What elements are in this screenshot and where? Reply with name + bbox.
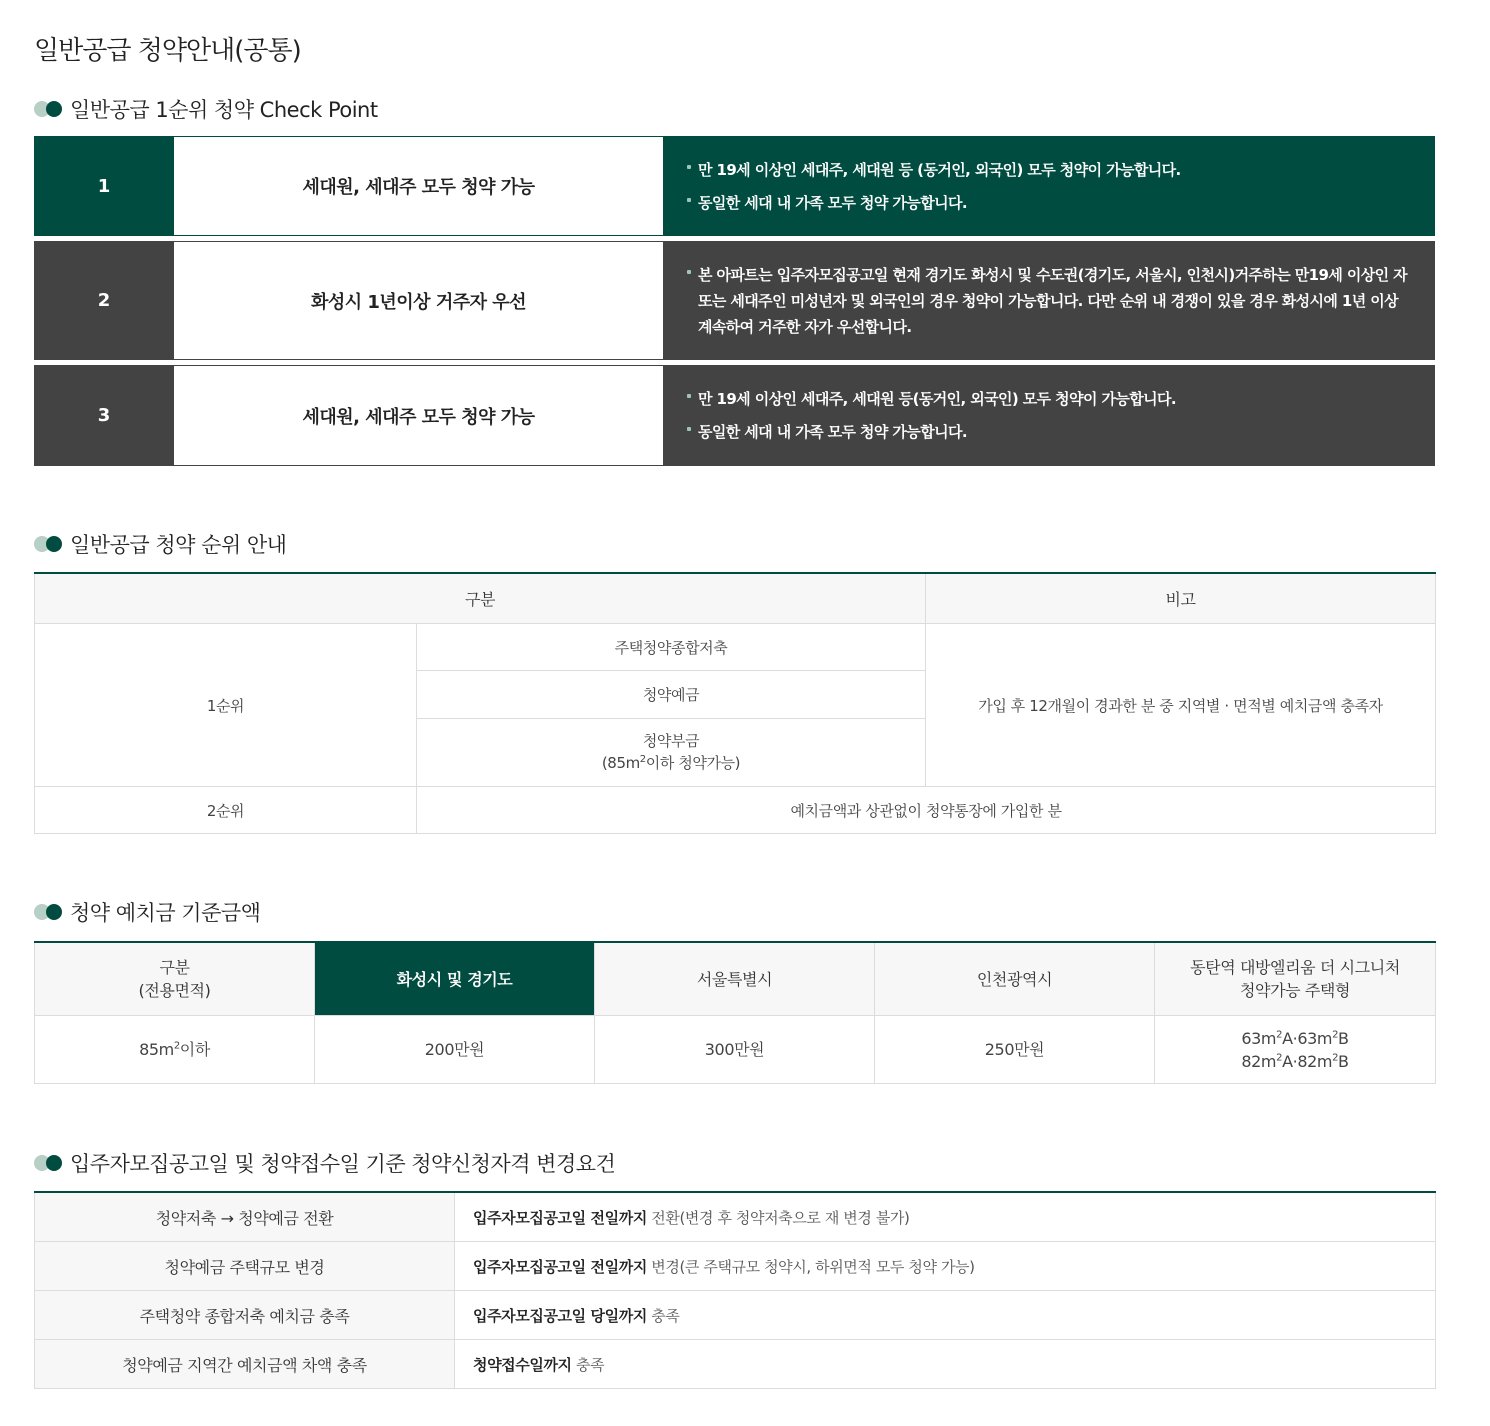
change-label: 청약예금 지역간 예치금액 차액 충족 — [35, 1340, 455, 1389]
change-value: 청약접수일까지 충족 — [455, 1340, 1436, 1389]
checkpoint-row-2 — [34, 241, 1435, 360]
bullet-dots-icon — [34, 904, 64, 920]
checkpoint-title: 화성시 1년이상 거주자 우선 — [174, 241, 663, 360]
change-value: 입주자모집공고일 전일까지 변경(큰 주택규모 청약시, 하위면적 모두 청약 가능) — [455, 1242, 1436, 1291]
section-title-change — [34, 1148, 615, 1178]
rank2-note: 예치금액과 상관없이 청약통장에 가입한 분 — [417, 787, 1436, 834]
table-row — [35, 1242, 1436, 1291]
deposit-value: 300만원 — [595, 1016, 875, 1084]
section-title-text: 입주자모집공고일 및 청약접수일 기준 청약신청자격 변경요건 — [70, 1152, 616, 1176]
page-title: 일반공급 청약안내(공통) — [34, 36, 301, 66]
table-row — [35, 1192, 1436, 1242]
checkpoint-text: 동일한 세대 내 가족 모두 청약 가능합니다. — [698, 423, 967, 441]
rank-table — [34, 572, 1436, 834]
rank1-item: 청약예금 — [417, 671, 926, 718]
change-value: 입주자모집공고일 당일까지 충족 — [455, 1291, 1436, 1340]
table-header-note: 비고 — [926, 573, 1436, 624]
checkpoint-number: 3 — [34, 365, 174, 466]
section-title-text: 청약 예치금 기준금액 — [70, 901, 261, 925]
checkpoint-text: 동일한 세대 내 가족 모두 청약 가능합니다. — [698, 193, 967, 212]
rank1-label: 1순위 — [35, 624, 417, 787]
section-title-text: 일반공급 1순위 청약 Check Point — [70, 98, 378, 122]
deposit-area: $85m^2$이하 — [35, 1016, 315, 1084]
deposit-value: 200만원 — [315, 1016, 595, 1084]
checkpoint-description — [663, 136, 1435, 236]
checkpoint-text: 만 19세 이상인 세대주, 세대원 등(동거인, 외국인) 모두 청약이 가능합니다. — [698, 390, 1177, 408]
change-table — [34, 1191, 1436, 1389]
checkpoint-title: 세대원, 세대주 모두 청약 가능 — [174, 136, 663, 236]
table-header-types: 동탄역 대방엘리움 더 시그니처 청약가능 주택형 — [1155, 942, 1436, 1016]
checkpoint-text: 또는 세대주인 미성년자 및 외국인의 경우 청약이 가능합니다. 다만 순위 내 경쟁이 있을 경우 화성시에 1년 이상 — [698, 291, 1399, 310]
deposit-value: 250만원 — [875, 1016, 1155, 1084]
section-title-rank — [34, 529, 286, 559]
table-row — [35, 1340, 1436, 1389]
bullet-dots-icon — [34, 1155, 64, 1171]
rank1-item: 청약부금 — [642, 732, 700, 751]
table-row — [35, 1291, 1436, 1340]
section-title-deposit — [34, 897, 260, 927]
rank1-item-savings — [417, 718, 926, 786]
change-label: 주택청약 종합저축 예치금 충족 — [35, 1291, 455, 1340]
checkpoint-number: 1 — [34, 136, 174, 236]
section-title-checkpoint — [34, 94, 378, 124]
checkpoint-text: 본 아파트는 입주자모집공고일 현재 경기도 화성시 및 수도권(경기도, 서울시, 인천시)거주하는 만19세 이상인 자 — [698, 265, 1408, 284]
table-header-row — [35, 942, 1436, 1016]
change-value: 입주자모집공고일 전일까지 전환(변경 후 청약저축으로 재 변경 불가) — [455, 1192, 1436, 1242]
checkpoint-description — [663, 241, 1435, 360]
checkpoint-row-1 — [34, 136, 1435, 236]
table-header-seoul: 서울특별시 — [595, 942, 875, 1016]
checkpoint-text: 만 19세 이상인 세대주, 세대원 등 (동거인, 외국인) 모두 청약이 가능합니다. — [698, 160, 1181, 179]
table-row — [35, 1016, 1436, 1084]
checkpoint-title: 세대원, 세대주 모두 청약 가능 — [174, 365, 663, 466]
section-title-text: 일반공급 청약 순위 안내 — [70, 533, 287, 557]
table-header-incheon: 인천광역시 — [875, 942, 1155, 1016]
checkpoint-number: 2 — [34, 241, 174, 360]
table-row — [35, 787, 1436, 834]
table-header-gyeonggi: 화성시 및 경기도 — [315, 942, 595, 1016]
bullet-dots-icon — [34, 536, 64, 552]
table-row — [35, 624, 1436, 671]
rank1-item: 주택청약종합저축 — [417, 624, 926, 671]
rank2-label: 2순위 — [35, 787, 417, 834]
table-header-category: 구분 (전용면적) — [35, 942, 315, 1016]
table-header-category: 구분 — [35, 573, 926, 624]
checkpoint-row-3 — [34, 365, 1435, 466]
bullet-dots-icon — [34, 101, 64, 117]
change-label: 청약예금 주택규모 변경 — [35, 1242, 455, 1291]
rank1-item-note: ($85m^2$이하 청약가능) — [601, 754, 741, 773]
change-label: 청약저축 → 청약예금 전환 — [35, 1192, 455, 1242]
checkpoint-text: 계속하여 거주한 자가 우선합니다. — [698, 317, 912, 336]
deposit-types: $63m^2A\cdot 63m^2B$ $82m^2A\cdot 82m^2B$ — [1155, 1016, 1436, 1084]
deposit-table — [34, 941, 1436, 1084]
table-header-row — [35, 573, 1436, 624]
rank1-note: 가입 후 12개월이 경과한 분 중 지역별 · 면적별 예치금액 충족자 — [926, 624, 1436, 787]
checkpoint-description — [663, 365, 1435, 466]
